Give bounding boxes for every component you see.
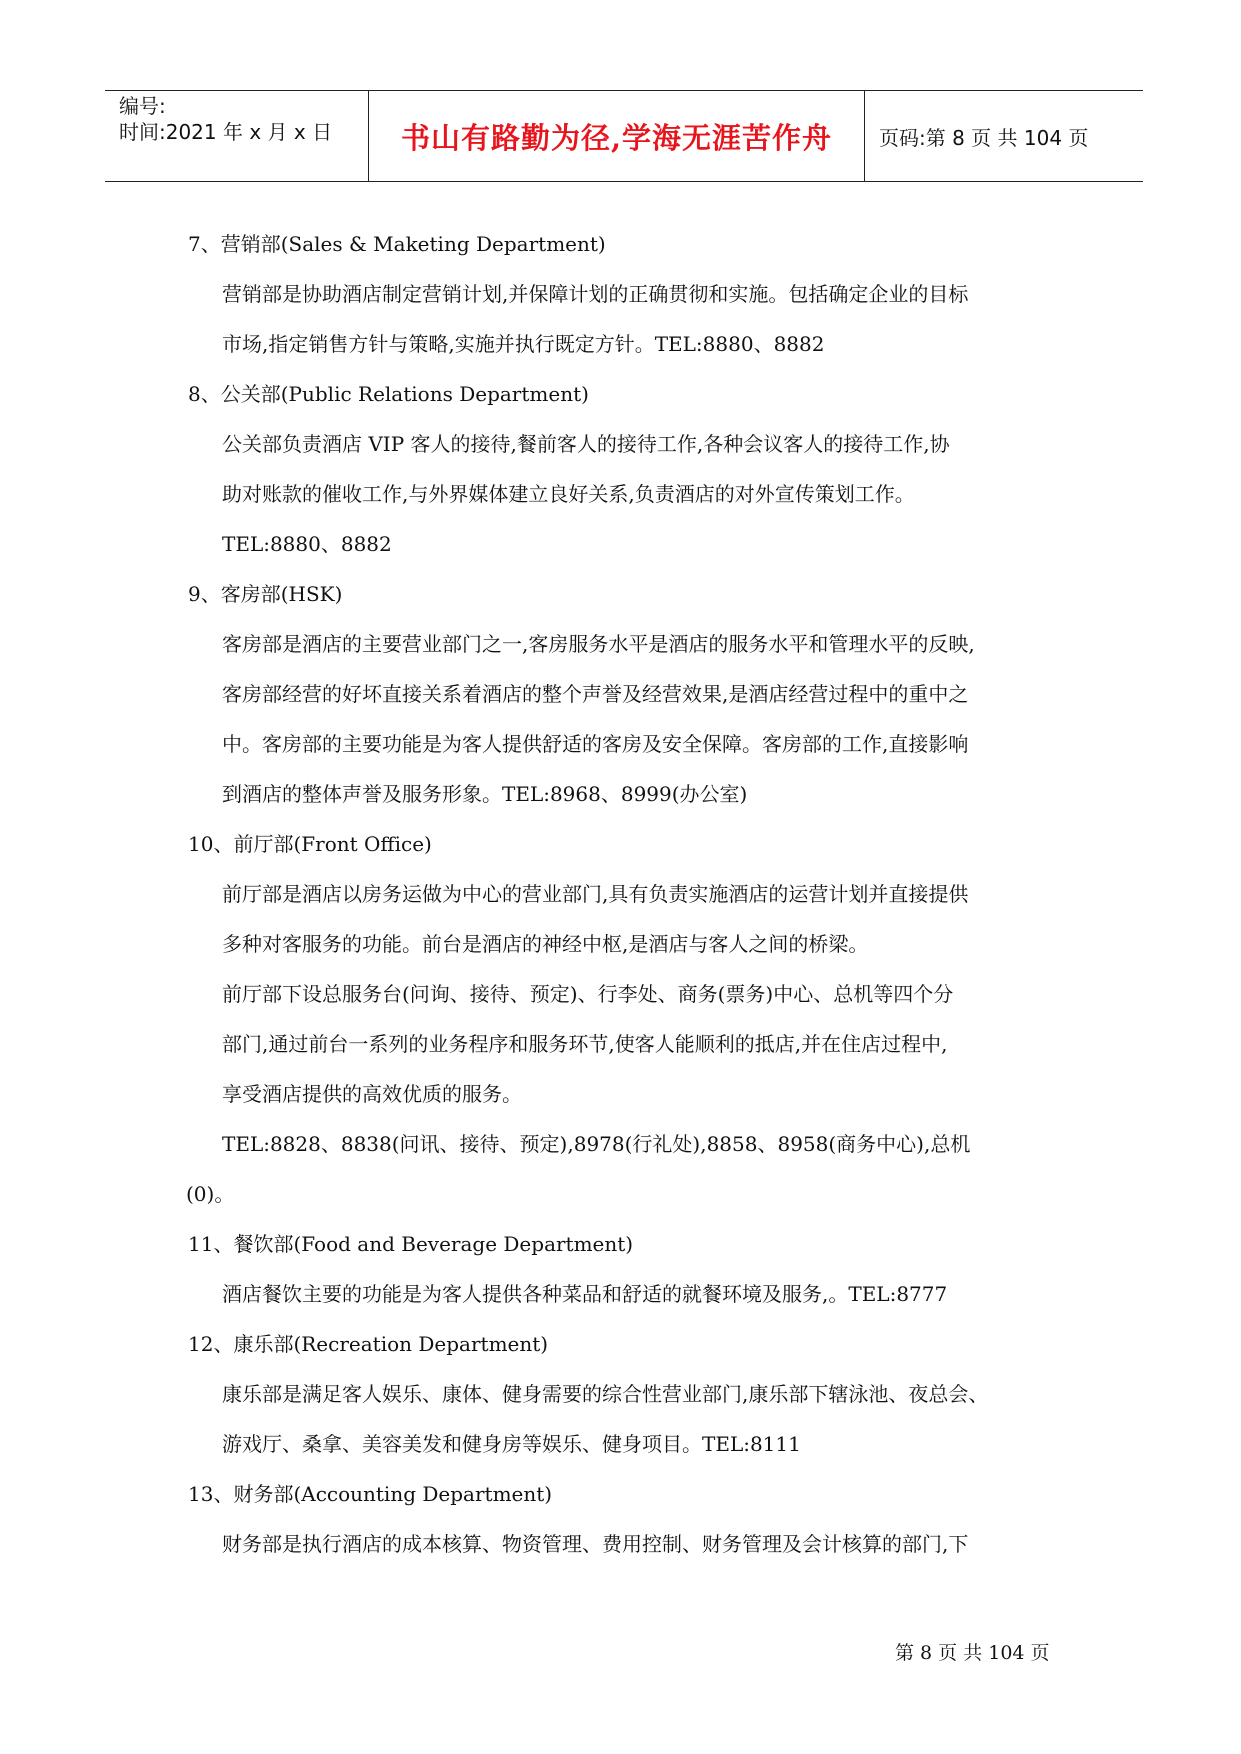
paragraph-line: 市场,指定销售方针与策略,实施并执行既定方针。TEL:8880、8882 [222, 332, 825, 356]
section-heading-sales: 7、营销部(Sales & Maketing Department) [188, 232, 606, 256]
header-meta [105, 91, 369, 181]
motto-text: 书山有路勤为径,学海无涯苦作舟 [400, 120, 833, 155]
paragraph-line: 财务部是执行酒店的成本核算、物资管理、费用控制、财务管理及会计核算的部门,下 [222, 1532, 969, 1556]
paragraph-line: 酒店餐饮主要的功能是为客人提供各种菜品和舒适的就餐环境及服务,。TEL:8777 [222, 1282, 948, 1306]
paragraph-line: 部门,通过前台一系列的业务程序和服务环节,使客人能顺利的抵店,并在住店过程中, [222, 1032, 948, 1056]
paragraph-line: 游戏厅、桑拿、美容美发和健身房等娱乐、健身项目。TEL:8111 [222, 1432, 801, 1456]
paragraph-line: (0)。 [186, 1182, 235, 1206]
paragraph-line: 前厅部是酒店以房务运做为中心的营业部门,具有负责实施酒店的运营计划并直接提供 [222, 882, 969, 906]
paragraph-line: TEL:8828、8838(问讯、接待、预定),8978(行礼处),8858、8958(商务中心),总机 [222, 1132, 971, 1156]
page-footer: 第 8 页 共 104 页 [895, 1642, 1050, 1664]
header-page-code: 页码:第 8 页 共 104 页 [879, 125, 1089, 150]
paragraph-line: 康乐部是满足客人娱乐、康体、健身需要的综合性营业部门,康乐部下辖泳池、夜总会、 [222, 1382, 989, 1406]
paragraph-line: 客房部是酒店的主要营业部门之一,客房服务水平是酒店的服务水平和管理水平的反映, [222, 632, 975, 656]
paragraph-line: 前厅部下设总服务台(问询、接待、预定)、行李处、商务(票务)中心、总机等四个分 [222, 982, 954, 1006]
paragraph-line: TEL:8880、8882 [222, 532, 392, 556]
document-number-label: 编号: [119, 94, 166, 118]
section-heading-pr: 8、公关部(Public Relations Department) [188, 382, 589, 406]
section-heading-front-office: 10、前厅部(Front Office) [188, 832, 432, 856]
section-heading-food-beverage: 11、餐饮部(Food and Beverage Department) [188, 1232, 634, 1256]
paragraph-line: 营销部是协助酒店制定营销计划,并保障计划的正确贯彻和实施。包括确定企业的目标 [222, 282, 969, 306]
header-motto [369, 91, 865, 181]
paragraph-line: 多种对客服务的功能。前台是酒店的神经中枢,是酒店与客人之间的桥梁。 [222, 932, 869, 956]
paragraph-line: 公关部负责酒店 VIP 客人的接待,餐前客人的接待工作,各种会议客人的接待工作,协 [222, 432, 950, 456]
paragraph-line: 客房部经营的好坏直接关系着酒店的整个声誉及经营效果,是酒店经营过程中的重中之 [222, 682, 969, 706]
paragraph-line: 到酒店的整体声誉及服务形象。TEL:8968、8999(办公室) [222, 782, 748, 806]
section-heading-accounting: 13、财务部(Accounting Department) [188, 1482, 553, 1506]
section-heading-recreation: 12、康乐部(Recreation Department) [188, 1332, 549, 1356]
page-header [105, 90, 1143, 182]
section-heading-hsk: 9、客房部(HSK) [188, 582, 343, 606]
document-date: 时间:2021 年 x 月 x 日 [119, 120, 333, 144]
paragraph-line: 中。客房部的主要功能是为客人提供舒适的客房及安全保障。客房部的工作,直接影响 [222, 732, 969, 756]
paragraph-line: 享受酒店提供的高效优质的服务。 [222, 1082, 522, 1106]
paragraph-line: 助对账款的催收工作,与外界媒体建立良好关系,负责酒店的对外宣传策划工作。 [222, 482, 915, 506]
